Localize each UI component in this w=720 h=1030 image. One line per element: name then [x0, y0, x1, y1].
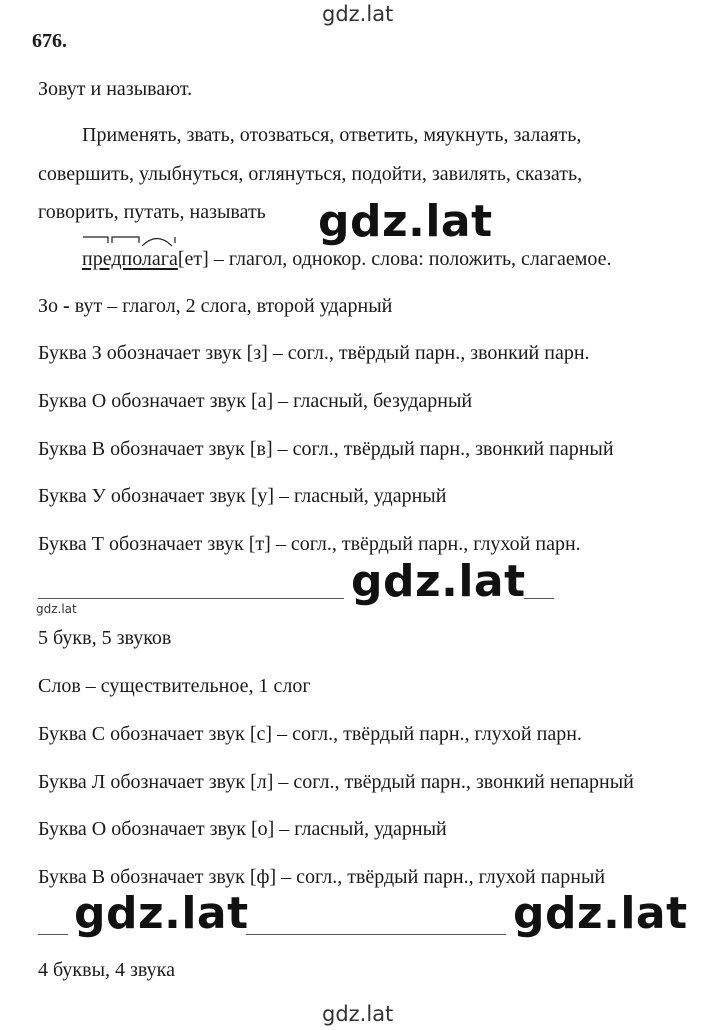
separator-line: [524, 598, 554, 599]
analysis-2-summary: 4 буквы, 4 звука: [38, 959, 175, 981]
analysis-2-title: Слов – существительное, 1 слог: [38, 675, 311, 697]
analysis-1-syllable-a: Зо: [38, 295, 64, 317]
analysis-1-rest: вут – глагол, 2 слога, второй ударный: [69, 295, 393, 317]
watermark-large-4: gdz.lat: [513, 888, 688, 939]
analysis-1-line-5: Буква Т обозначает звук [т] – согл., твёрдый парн., глухой парн.: [38, 533, 581, 555]
morphology-line: [82, 247, 612, 271]
exercise-number: 676.: [32, 30, 67, 52]
morphology-ending: [ет]: [177, 248, 209, 270]
analysis-1-line-2: Буква О обозначает звук [а] – гласный, безударный: [38, 390, 473, 412]
morphology-root-word: предполага: [82, 248, 178, 270]
analysis-1-line-1: Буква З обозначает звук [з] – согл., твёрдый парн., звонкий парн.: [38, 342, 590, 364]
watermark-large-2: gdz.lat: [351, 556, 526, 607]
morpheme-marks: [82, 235, 182, 249]
paragraph-line-1: Применять, звать, отозваться, ответить, мяукнуть, залаять,: [82, 124, 582, 146]
analysis-2-line-1: Буква С обозначает звук [с] – согл., твёрдый парн., глухой парн.: [38, 723, 582, 745]
analysis-1-summary: 5 букв, 5 звуков: [38, 627, 172, 649]
analysis-2-line-2: Буква Л обозначает звук [л] – согл., твёрдый парн., звонкий непарный: [38, 771, 634, 793]
analysis-2-line-4: Буква В обозначает звук [ф] – согл., твёрдый парн., глухой парный: [38, 866, 606, 888]
watermark-bottom: gdz.lat: [322, 1002, 394, 1026]
separator-line: [246, 934, 506, 935]
heading: Зовут и называют.: [38, 78, 193, 100]
paragraph-line-2: совершить, улыбнуться, оглянуться, подойти, завилять, сказать,: [38, 163, 583, 185]
paragraph-line-3: говорить, путать, называть: [38, 201, 266, 223]
separator-line: [38, 598, 344, 599]
morphology-description: – глагол, однокор. слова: положить, слагаемое.: [208, 248, 612, 270]
watermark-large-1: gdz.lat: [318, 196, 493, 247]
analysis-2-line-3: Буква О обозначает звук [о] – гласный, ударный: [38, 818, 447, 840]
watermark-top: gdz.lat: [322, 2, 394, 26]
morphology-word: [82, 247, 178, 271]
watermark-large-3: gdz.lat: [74, 888, 249, 939]
analysis-1-line-3: Буква В обозначает звук [в] – согл., твёрдый парн., звонкий парный: [38, 438, 614, 460]
watermark-tiny: gdz.lat: [36, 602, 77, 616]
analysis-1-title: [38, 294, 392, 318]
analysis-1-dash: -: [63, 295, 70, 317]
separator-line: [38, 934, 68, 935]
analysis-1-line-4: Буква У обозначает звук [у] – гласный, ударный: [38, 485, 447, 507]
